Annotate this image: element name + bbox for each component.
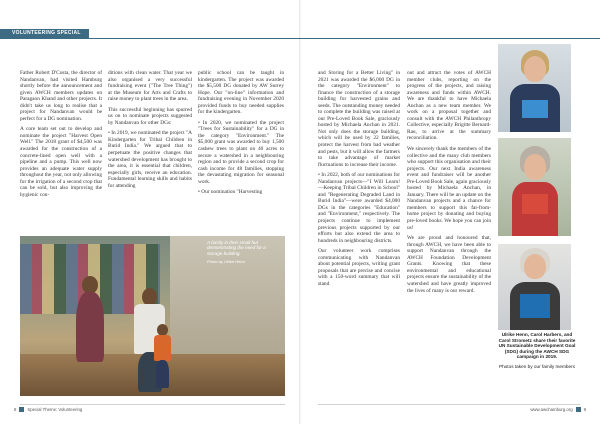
paragraph: public school can be taught in kindergarten. The project was awarded the $5,500 DG donated by AW Surrey Hope. Our "on-line" information and fundraising evening in November 2020 provided funds to buy needed supplies for the kindergarten. [198,70,284,116]
top-rule [0,38,600,39]
text-column-4 [318,70,400,292]
photo-credit: Photo by Ulrike Henn [207,259,245,265]
text-column-1 [20,70,102,202]
text-column-5 [407,70,491,298]
paragraph: • In 2019, we nominated the project "A Kindergarten for Tribal Children in Burid India." We argued that to perpetuate the positive changes that watershed development has brought to the area, it is essential that children, especially girls, receive an education. Fundamental learning skills and habits for attending [108,130,192,189]
page-gutter [299,0,301,424]
paragraph: Father Robert D'Costa, the director of Nandanvan, had visited Hamburg shortly before the announcement and given AWCH members updates on Paragaon Khand and other projects. It didn't take us long to realise that a project for Nandanvan would be perfect for a DG nomination. [20,70,102,122]
paragraph: This successful beginning has spurred us on to nominate projects suggested by Nandanvan for other DGs: [108,106,192,126]
paragraph: We are proud and honoured that, through AWCH, we have been able to support Nandanvan through the AWCH Foundation Development Grants. Knowing that these environmental and educational projects ensure the sustainability of the watershed and have greatly improved the lives of many is our reward. [407,235,491,294]
paragraph: We sincerely thank the members of the collective and the many club members who support this organisation and their projects. Our next India awareness event and fundraiser will be another Pre-Loved Book Sale, again graciously hosted by Michaela Anchan, in January. There will be an update on the Nandanvan projects and a chance for members to support this far-from-home project by donating and buying pre-loved books. We hope you can join us! [407,146,491,231]
paragraph: and Storing for a Better Living" in 2021 was awarded the $6,000 DG in the category "Environment" to finance the construction of a storage building for harvested grains and seeds. The outstanding money needed to complete the building was raised at our Pre-Loved Book Sale, graciously hosted by Michaela Anchan in 2021. Not only does the storage building, which will be used by 22 families, protect the harvest from bad weather and pests, but it will allow the farmers to take advantage of market fluctuations to increase their income. [318,70,400,168]
portrait-carol-strometz [498,244,571,330]
text-column-3 [198,70,284,200]
page-number-left: 8 [14,407,17,412]
paragraph: • Our nomination "Harvesting [198,189,263,196]
portrait-ulrike [498,44,571,132]
caption-text: A family in their small hut demonstrating the need for a storage building. [207,240,266,256]
face [524,254,546,279]
text-column-2 [108,70,192,193]
sdg-sign [522,100,548,118]
paragraph: • In 2020, we nominated the project "Trees for Sustainability" for a DG in the category "Environment." The $5,000 grant was awarded to buy 1,500 cashew trees to plant on 40 acres to secure a watershed in a neighbouring region and to provide a second crop for cash income for 48 families, stopping the devastating migration for seasonal work. [198,119,284,185]
child-shirt [154,335,171,361]
sdg-sign [520,294,550,318]
footer-square-icon [19,407,24,412]
caption-text: Ulrike Henn, Carol Harbers, and Carol Strometz share their favorite UN Sustainable Development Goal (SDG) during the AWCH SDG campaign in 2019. [498,332,576,360]
photo-credit: Photos taken by our family members [498,363,576,369]
paragraph: out and attract the votes of AWCH member clubs, reporting on the progress of the projects, and raising awareness and funds within AWCH. We are thankful to have Michaela Anchan as a new team member. We work on a proposal together and consult with the AWCH Philanthropy Collective, especially Brigitte Bernard-Rau, to arrive at the summary reconciliation. [407,70,491,142]
face [524,56,546,82]
footer-square-icon [576,407,581,412]
footer-left [14,407,82,412]
footer-rule-right [318,404,580,405]
footer-rule-left [20,404,285,405]
photo-caption [207,240,282,265]
section-tag: VOLUNTEERING SPECIAL [0,29,89,38]
footer-url: www.awchamburg.org [530,407,573,412]
footer-theme: Special Theme: Volunteering [27,407,83,412]
footer-right [530,407,586,412]
portraits-caption [498,332,576,370]
child-legs [156,360,169,388]
portrait-carol-harbers [498,138,571,236]
sdg-sign [522,194,548,214]
page-number-right: 9 [583,407,586,412]
face [524,154,546,180]
paragraph: • In 2022, both of our nominations for Nandanvan projects—"I Will Learn!—Keeping Tribal Children in School" and "Regenerating Degraded Land in Burid India"—were awarded $4,000 DGs in the categories "Education" and "Environment," respectively. The projects continue to implement previous projects supported by our efforts but also extend the area to hundreds in neighbouring districts. [318,172,400,244]
woman-figure [76,292,104,362]
paragraph: Our volunteer work comprises communicating with Nandanvan about potential projects, writing grant proposals that are precise and concise with a 150-word summary that will stand [318,248,400,287]
paragraph: ditions with clean water. That year we also organised a very successful fundraising event ("The Tree Thing") at the Museum for Arts and Crafts to raise money to plant trees in the area. [108,70,192,103]
paragraph: A core team set out to develop and nominate the project "Harvest Open Well." The 2018 grant of $4,500 was awarded for the construction of a concrete-lined open well with a pipeline and a pump. This well now provides an adequate water supply throughout the year, not only allowing for the irrigation of a second crop that can be sold, but also improving the hygienic con- [20,126,103,198]
